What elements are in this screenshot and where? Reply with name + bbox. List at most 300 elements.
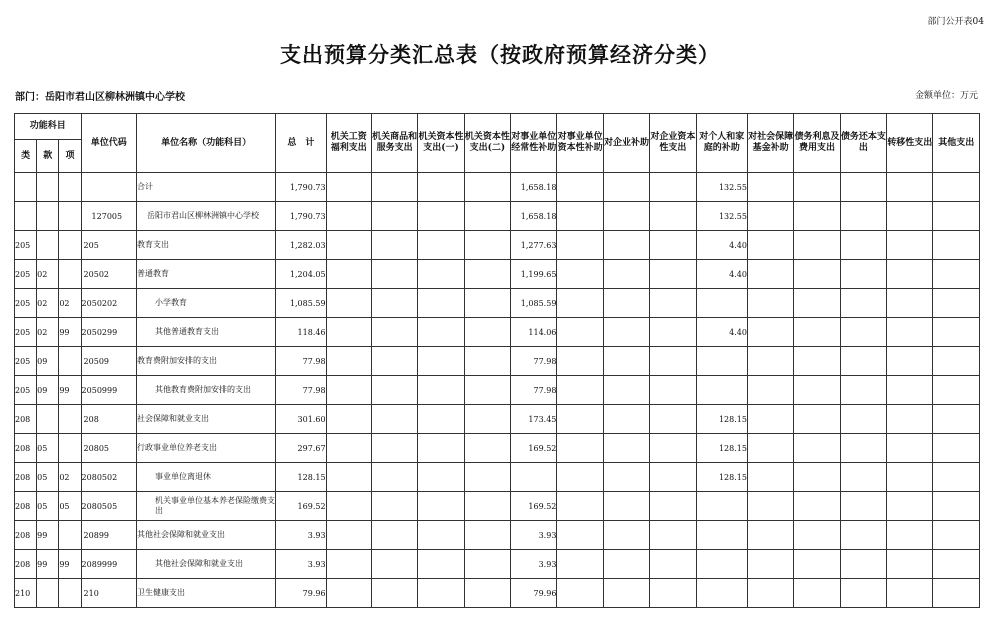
cell-lei [15,173,37,202]
cell-c10 [747,347,793,376]
cell-c8 [650,550,696,579]
table-row [15,202,980,231]
header-c2: 机关商品和服务支出 [371,114,417,173]
cell-c11 [794,202,840,231]
cell-c9: 4.40 [696,231,747,260]
cell-c9 [696,347,747,376]
cell-c6 [557,521,603,550]
header-c1: 机关工资福利支出 [326,114,371,173]
cell-total: 79.96 [276,579,326,608]
cell-c2 [371,550,417,579]
cell-c2 [371,521,417,550]
cell-c5: 1,658.18 [511,202,557,231]
cell-c3 [418,550,464,579]
cell-c9 [696,376,747,405]
cell-c1 [326,405,371,434]
cell-c2 [371,376,417,405]
cell-c9: 128.15 [696,434,747,463]
cell-c14 [933,579,980,608]
cell-unit-code: 2080502 [81,463,136,492]
header-c6: 对事业单位资本性补助 [557,114,603,173]
header-kuan: 款 [37,140,59,173]
cell-c1 [326,521,371,550]
cell-total: 1,790.73 [276,202,326,231]
cell-c14 [933,347,980,376]
cell-unit-code: 20899 [81,521,136,550]
cell-c1 [326,347,371,376]
cell-c2 [371,579,417,608]
cell-c14 [933,231,980,260]
cell-c1 [326,260,371,289]
cell-unit-code: 205 [81,231,136,260]
cell-unit-name: 小学教育 [137,289,276,318]
cell-c7 [603,202,649,231]
cell-unit-name: 普通教育 [137,260,276,289]
cell-c1 [326,579,371,608]
cell-unit-code: 2050299 [81,318,136,347]
cell-c4 [464,202,510,231]
cell-c3 [418,434,464,463]
cell-c1 [326,492,371,521]
cell-c4 [464,173,510,202]
cell-c11 [794,492,840,521]
cell-c6 [557,405,603,434]
cell-c8 [650,405,696,434]
cell-c2 [371,463,417,492]
cell-c9: 132.55 [696,202,747,231]
cell-total: 1,085.59 [276,289,326,318]
cell-c11 [794,376,840,405]
table-row [15,521,980,550]
cell-c7 [603,231,649,260]
header-c13: 转移性支出 [887,114,933,173]
cell-c12 [840,434,886,463]
cell-c14 [933,376,980,405]
cell-kuan [37,579,59,608]
cell-c8 [650,376,696,405]
cell-c2 [371,434,417,463]
cell-c3 [418,347,464,376]
cell-c6 [557,434,603,463]
cell-c6 [557,347,603,376]
cell-c10 [747,492,793,521]
cell-c7 [603,347,649,376]
table-row [15,579,980,608]
cell-xiang [59,202,81,231]
header-c12: 债务还本支出 [840,114,886,173]
cell-c6 [557,318,603,347]
cell-c12 [840,492,886,521]
cell-xiang: 05 [59,492,81,521]
cell-c4 [464,521,510,550]
header-unit-code: 单位代码 [81,114,136,173]
cell-c11 [794,347,840,376]
cell-c12 [840,318,886,347]
header-c4: 机关资本性支出(二) [464,114,510,173]
cell-unit-name: 其他教育费附加安排的支出 [137,376,276,405]
cell-c13 [887,231,933,260]
table-row [15,405,980,434]
cell-c13 [887,318,933,347]
cell-unit-name: 机关事业单位基本养老保险缴费支出 [137,492,276,521]
cell-c11 [794,521,840,550]
cell-total: 1,790.73 [276,173,326,202]
cell-c4 [464,376,510,405]
cell-c13 [887,521,933,550]
cell-kuan: 05 [37,463,59,492]
cell-c6 [557,376,603,405]
cell-unit-code: 2089999 [81,550,136,579]
cell-xiang [59,347,81,376]
cell-xiang [59,405,81,434]
cell-c3 [418,463,464,492]
cell-c12 [840,173,886,202]
cell-c10 [747,318,793,347]
cell-c2 [371,347,417,376]
cell-c2 [371,231,417,260]
cell-xiang: 99 [59,550,81,579]
cell-c13 [887,376,933,405]
cell-c7 [603,405,649,434]
cell-c8 [650,579,696,608]
cell-unit-code [81,173,136,202]
cell-c8 [650,347,696,376]
cell-kuan: 02 [37,260,59,289]
cell-c8 [650,260,696,289]
cell-c1 [326,318,371,347]
cell-total: 3.93 [276,550,326,579]
department-label: 部门：岳阳市君山区柳林洲镇中心学校 [15,92,185,103]
cell-c8 [650,289,696,318]
cell-unit-name: 教育支出 [137,231,276,260]
cell-c2 [371,492,417,521]
cell-c3 [418,260,464,289]
cell-c10 [747,260,793,289]
header-unit-name: 单位名称（功能科目） [137,114,276,173]
cell-total: 77.98 [276,347,326,376]
cell-c7 [603,376,649,405]
cell-unit-name: 其他普通教育支出 [137,318,276,347]
cell-c13 [887,405,933,434]
cell-c3 [418,405,464,434]
cell-total: 3.93 [276,521,326,550]
cell-c8 [650,231,696,260]
cell-lei: 205 [15,347,37,376]
cell-c7 [603,492,649,521]
cell-c5: 3.93 [511,550,557,579]
cell-c9: 4.40 [696,260,747,289]
cell-c10 [747,231,793,260]
cell-c9 [696,492,747,521]
cell-kuan: 05 [37,492,59,521]
cell-c7 [603,521,649,550]
cell-lei [15,202,37,231]
cell-c14 [933,260,980,289]
table-row [15,492,980,521]
cell-c4 [464,463,510,492]
header-func-subject: 功能科目 [15,114,82,140]
cell-c13 [887,579,933,608]
cell-lei: 210 [15,579,37,608]
cell-c12 [840,405,886,434]
cell-c13 [887,260,933,289]
cell-c6 [557,202,603,231]
header-c8: 对企业资本性支出 [650,114,696,173]
cell-c10 [747,434,793,463]
cell-c8 [650,463,696,492]
cell-c13 [887,347,933,376]
table-row [15,289,980,318]
header-c3: 机关资本性支出(一) [418,114,464,173]
cell-unit-name: 卫生健康支出 [137,579,276,608]
cell-unit-name: 事业单位离退休 [137,463,276,492]
cell-c3 [418,492,464,521]
cell-c11 [794,434,840,463]
cell-kuan: 09 [37,347,59,376]
cell-c3 [418,173,464,202]
cell-c1 [326,173,371,202]
cell-c11 [794,260,840,289]
cell-c9 [696,579,747,608]
header-c9: 对个人和家庭的补助 [696,114,747,173]
cell-c1 [326,376,371,405]
cell-c12 [840,347,886,376]
cell-c3 [418,376,464,405]
cell-c7 [603,463,649,492]
cell-unit-code: 2050202 [81,289,136,318]
cell-c7 [603,579,649,608]
cell-c14 [933,173,980,202]
cell-kuan [37,231,59,260]
cell-total: 1,282.03 [276,231,326,260]
cell-c2 [371,260,417,289]
cell-c6 [557,579,603,608]
cell-kuan [37,405,59,434]
header-c5: 对事业单位经常性补助 [511,114,557,173]
cell-c14 [933,405,980,434]
cell-c5: 1,085.59 [511,289,557,318]
cell-c4 [464,231,510,260]
cell-c5: 169.52 [511,492,557,521]
cell-unit-code: 20509 [81,347,136,376]
cell-c9: 128.15 [696,405,747,434]
cell-c4 [464,550,510,579]
cell-lei: 205 [15,260,37,289]
cell-c8 [650,173,696,202]
table-row [15,376,980,405]
cell-c11 [794,318,840,347]
cell-c5: 77.98 [511,376,557,405]
cell-total: 118.46 [276,318,326,347]
cell-xiang [59,579,81,608]
cell-c10 [747,405,793,434]
cell-kuan: 99 [37,550,59,579]
cell-c2 [371,405,417,434]
cell-kuan: 02 [37,289,59,318]
cell-unit-code: 2080505 [81,492,136,521]
cell-c12 [840,231,886,260]
cell-c7 [603,550,649,579]
cell-c13 [887,289,933,318]
cell-c6 [557,173,603,202]
cell-c1 [326,202,371,231]
cell-kuan [37,202,59,231]
cell-c8 [650,202,696,231]
page-title: 支出预算分类汇总表（按政府预算经济分类） [280,42,720,67]
cell-unit-name: 行政事业单位养老支出 [137,434,276,463]
cell-xiang: 99 [59,318,81,347]
cell-c5: 79.96 [511,579,557,608]
cell-c6 [557,260,603,289]
cell-total: 297.67 [276,434,326,463]
cell-c1 [326,289,371,318]
cell-lei: 208 [15,463,37,492]
cell-c14 [933,202,980,231]
cell-unit-code: 2050999 [81,376,136,405]
cell-c4 [464,492,510,521]
cell-c14 [933,521,980,550]
cell-xiang: 99 [59,376,81,405]
cell-c9 [696,550,747,579]
cell-c7 [603,289,649,318]
cell-c11 [794,173,840,202]
cell-c4 [464,260,510,289]
cell-xiang [59,434,81,463]
cell-c8 [650,318,696,347]
header-c11: 债务利息及费用支出 [794,114,840,173]
cell-c11 [794,289,840,318]
cell-c4 [464,347,510,376]
cell-c10 [747,202,793,231]
cell-xiang [59,521,81,550]
cell-c12 [840,521,886,550]
cell-c5: 114.06 [511,318,557,347]
cell-lei: 205 [15,289,37,318]
cell-c12 [840,202,886,231]
cell-c6 [557,550,603,579]
cell-c1 [326,463,371,492]
cell-c12 [840,579,886,608]
cell-unit-code: 210 [81,579,136,608]
cell-total: 77.98 [276,376,326,405]
cell-c11 [794,463,840,492]
cell-c3 [418,318,464,347]
cell-c1 [326,434,371,463]
cell-c12 [840,550,886,579]
cell-c6 [557,289,603,318]
cell-c11 [794,231,840,260]
header-xiang: 项 [59,140,81,173]
cell-lei: 205 [15,376,37,405]
table-row [15,231,980,260]
cell-unit-code: 20502 [81,260,136,289]
table-row [15,434,980,463]
cell-c9 [696,289,747,318]
table-row [15,463,980,492]
cell-kuan: 09 [37,376,59,405]
form-number: 部门公开表04 [927,17,984,27]
cell-lei: 208 [15,434,37,463]
cell-c13 [887,434,933,463]
cell-kuan: 99 [37,521,59,550]
cell-c3 [418,521,464,550]
budget-table [14,113,980,608]
cell-unit-name: 岳阳市君山区柳林洲镇中心学校 [137,202,276,231]
cell-c14 [933,463,980,492]
cell-unit-code: 127005 [81,202,136,231]
cell-lei: 208 [15,550,37,579]
cell-c10 [747,289,793,318]
cell-c11 [794,550,840,579]
cell-c13 [887,463,933,492]
cell-xiang: 02 [59,463,81,492]
cell-total: 1,204.05 [276,260,326,289]
table-row [15,173,980,202]
cell-unit-name: 社会保障和就业支出 [137,405,276,434]
cell-c10 [747,521,793,550]
header-total: 总 计 [276,114,326,173]
cell-unit-name: 其他社会保障和就业支出 [137,521,276,550]
cell-c12 [840,376,886,405]
cell-lei: 205 [15,231,37,260]
cell-total: 169.52 [276,492,326,521]
cell-c1 [326,550,371,579]
cell-c14 [933,550,980,579]
amount-unit-label: 金额单位：万元 [914,91,978,101]
cell-c14 [933,289,980,318]
cell-total: 301.60 [276,405,326,434]
cell-kuan [37,173,59,202]
cell-c9: 4.40 [696,318,747,347]
cell-c8 [650,492,696,521]
cell-lei: 208 [15,521,37,550]
cell-c13 [887,173,933,202]
table-row [15,347,980,376]
cell-c5 [511,463,557,492]
cell-c5: 77.98 [511,347,557,376]
header-lei: 类 [15,140,37,173]
cell-c10 [747,463,793,492]
cell-c4 [464,434,510,463]
cell-c10 [747,579,793,608]
cell-kuan: 05 [37,434,59,463]
cell-c7 [603,260,649,289]
cell-xiang [59,260,81,289]
cell-unit-code: 208 [81,405,136,434]
cell-c12 [840,289,886,318]
cell-c4 [464,289,510,318]
cell-c5: 1,199.65 [511,260,557,289]
cell-c6 [557,463,603,492]
cell-c4 [464,318,510,347]
cell-xiang [59,173,81,202]
cell-lei: 208 [15,405,37,434]
cell-c5: 1,658.18 [511,173,557,202]
cell-c13 [887,202,933,231]
cell-c1 [326,231,371,260]
cell-c6 [557,492,603,521]
cell-c4 [464,405,510,434]
cell-c6 [557,231,603,260]
cell-c7 [603,173,649,202]
cell-c8 [650,434,696,463]
cell-c5: 169.52 [511,434,557,463]
cell-lei: 205 [15,318,37,347]
cell-c4 [464,579,510,608]
cell-c3 [418,579,464,608]
cell-c9: 132.55 [696,173,747,202]
cell-c11 [794,579,840,608]
